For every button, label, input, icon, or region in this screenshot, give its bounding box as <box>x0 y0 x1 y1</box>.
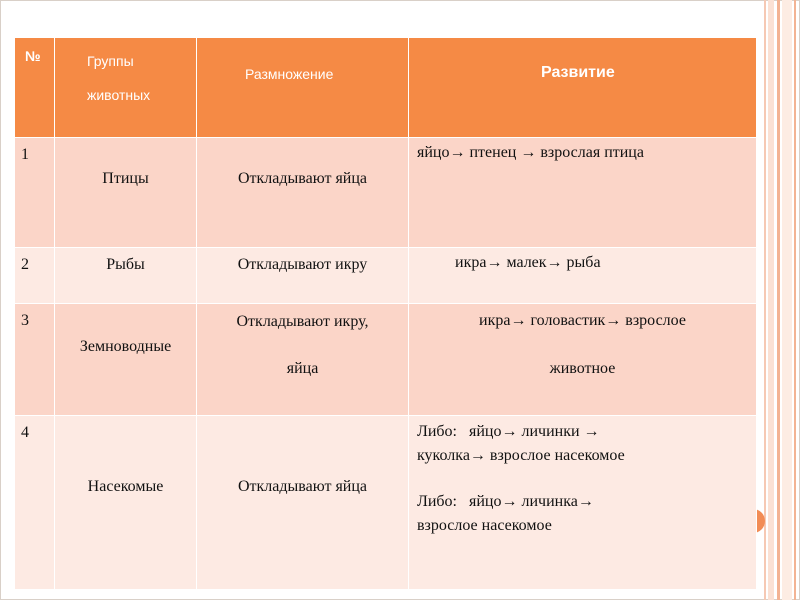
row-development <box>409 416 757 590</box>
row-reproduction-line1: Откладывают икру, <box>236 313 369 330</box>
row-reproduction-text: Откладывают икру <box>237 256 368 273</box>
header-development-text: Развитие <box>541 64 615 81</box>
header-reproduction <box>197 38 409 138</box>
row-development <box>409 138 757 248</box>
row-reproduction-text: Откладывают яйца <box>237 170 368 187</box>
row-number-text: 1 <box>21 146 29 163</box>
stripe <box>794 0 796 600</box>
row-group-text: Птицы <box>102 170 149 187</box>
row-development-line1: икра→ головастик→ взрослое <box>479 312 686 329</box>
row-reproduction <box>197 138 409 248</box>
row-development-line2: животное <box>549 360 616 377</box>
row-group <box>55 248 197 304</box>
row-group-text: Земноводные <box>79 338 172 355</box>
header-group-line1: Группы <box>87 53 134 69</box>
row-reproduction <box>197 416 409 590</box>
row-reproduction <box>197 248 409 304</box>
row-development-text: яйцо→ птенец → взрослая птица <box>417 144 644 161</box>
header-reproduction-text: Размножение <box>245 66 334 82</box>
row-development <box>409 248 757 304</box>
row-group-text: Насекомые <box>87 478 164 495</box>
row-development-text: икра→ малек→ рыба <box>455 254 601 271</box>
row-reproduction-line2: яйца <box>286 360 319 377</box>
header-group-line2: животных <box>87 87 151 103</box>
header-number-text: № <box>25 48 41 64</box>
row-development-line1: Либо: яйцо→ личинки → <box>417 423 600 440</box>
row-number <box>15 138 55 248</box>
header-development <box>409 38 757 138</box>
row-development-line4: взрослое насекомое <box>417 517 552 534</box>
row-number-text: 3 <box>21 312 29 329</box>
row-number-text: 4 <box>21 424 29 441</box>
table-row <box>15 248 757 304</box>
row-group <box>55 304 197 416</box>
row-number <box>15 304 55 416</box>
row-number <box>15 248 55 304</box>
header-number <box>15 38 55 138</box>
animal-development-table <box>14 37 757 590</box>
table-row <box>15 304 757 416</box>
row-number <box>15 416 55 590</box>
row-group <box>55 138 197 248</box>
row-development-line2: куколка→ взрослое насекомое <box>417 447 625 464</box>
row-number-text: 2 <box>21 256 29 273</box>
row-development <box>409 304 757 416</box>
header-row <box>15 38 757 138</box>
table-row <box>15 416 757 590</box>
row-development-line3: Либо: яйцо→ личинка→ <box>417 493 594 510</box>
decorative-stripes <box>758 0 800 600</box>
table-row <box>15 138 757 248</box>
stripe <box>768 0 774 600</box>
stripe <box>782 0 792 600</box>
row-group-text: Рыбы <box>106 256 145 273</box>
row-reproduction <box>197 304 409 416</box>
stripe <box>764 0 766 600</box>
header-group <box>55 38 197 138</box>
row-group <box>55 416 197 590</box>
stripe <box>777 0 780 600</box>
row-reproduction-text: Откладывают яйца <box>237 478 368 495</box>
